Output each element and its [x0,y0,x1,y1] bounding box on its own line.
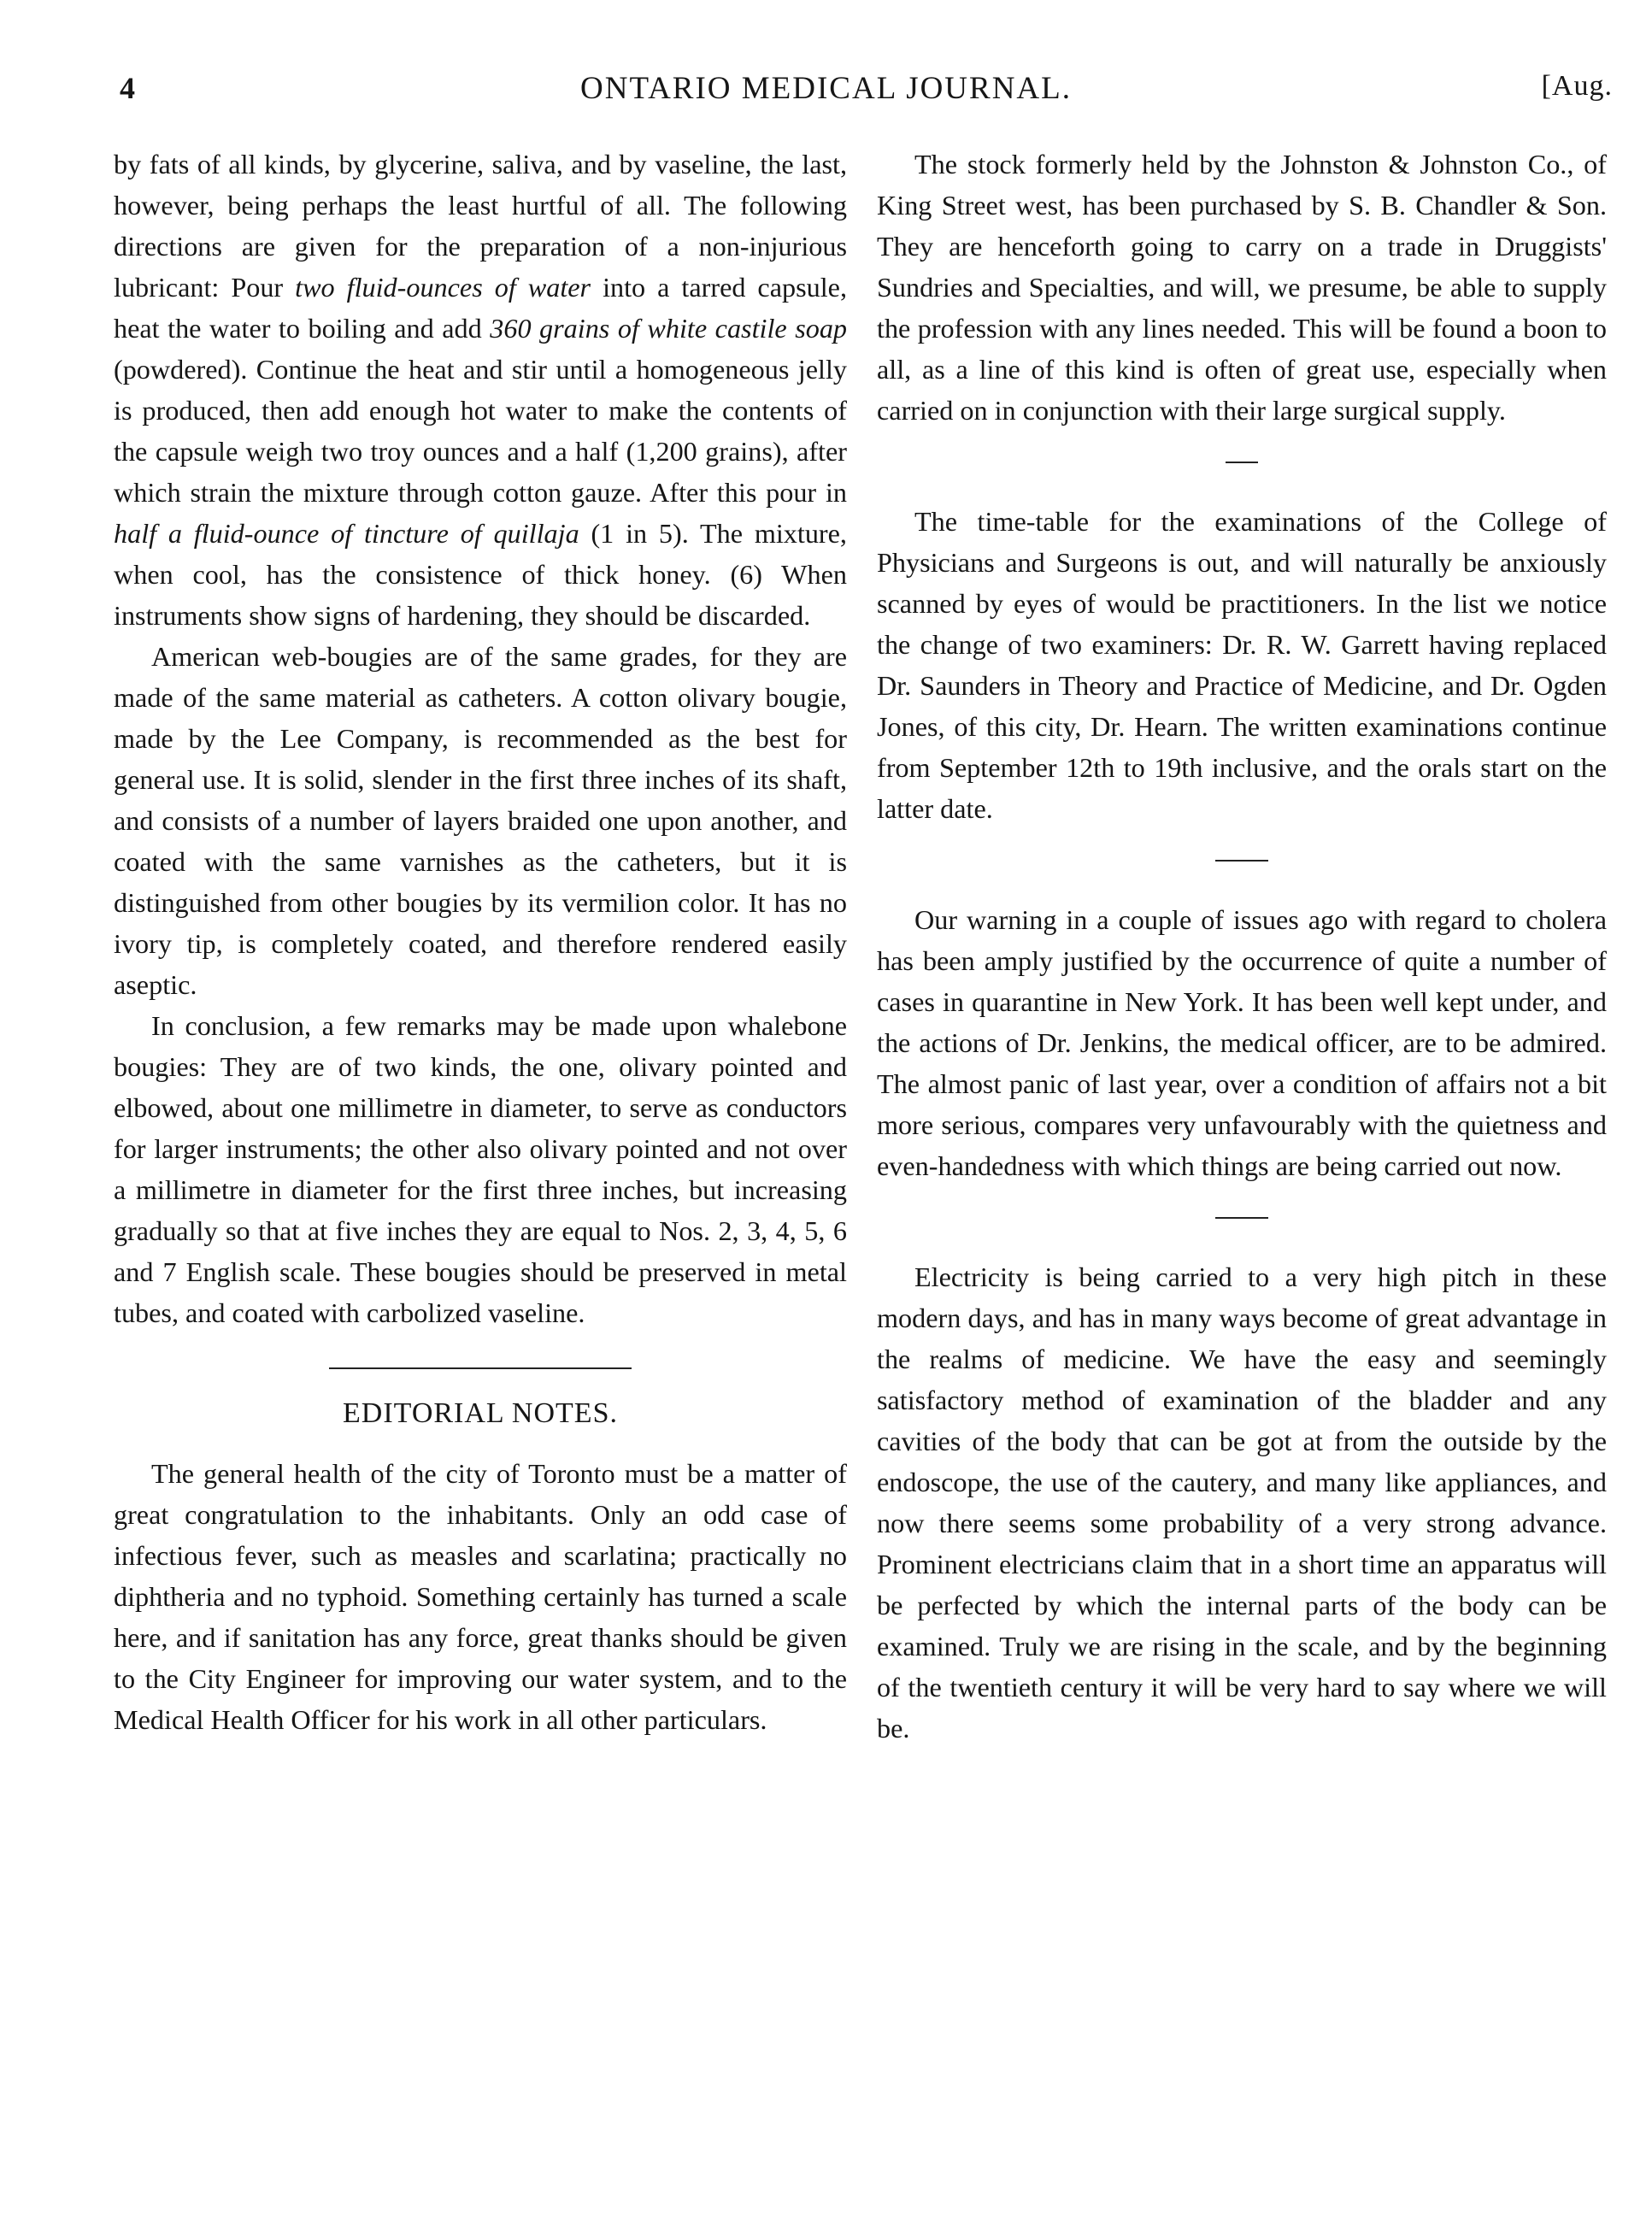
note-electricity: Electricity is being carried to a very high pitch in these modern days, and has in many ways become of great advantage in the realms of medicine. We have the easy and seemingly satisfactory method of examination of the bladder and any cavities of the body that can be got at from the outside by the endoscope, the use of the cautery, and many like appliances, and now there seems some probability of a very strong advance. Prominent electricians claim that in a short time an apparatus will be perfected by which the internal parts of the body can be examined. Truly we are rising in the scale, and by the beginning of the twentieth century it will be very hard to say where we will be. [877,1261,1607,1744]
journal-title: ONTARIO MEDICAL JOURNAL. [580,71,1072,106]
note-johnston-stock: The stock formerly held by the Johnston & Johnston Co., of King Street west, has been purchased by S. B. Chandler & Son. They are henceforth going to carry on a trade in Druggists' Sundries and Specialties, and will, we presume, be able to supply the profession with any lines needed. This will be found a boon to all, as a line of this kind is often of great use, especially when carried on in conjunction with their large surgical supply. [877,149,1607,426]
italic-phrase: half a fluid-ounce of tincture of quillaja [114,518,579,549]
left-column [114,144,847,1740]
italic-phrase: two fluid-ounces of water [295,272,591,303]
note-divider [1215,1217,1268,1219]
note-examinations: The time-table for the examinations of the College of Physicians and Surgeons is out, and will naturally be anxiously scanned by eyes of would be practitioners. In the list we notice the change of two examiners: Dr. R. W. Garrett having replaced Dr. Saunders in Theory and Practice of Medicine, and Dr. Ogden Jones, of this city, Dr. Hearn. The written examinations continue from September 12th to 19th inclusive, and the orals start on the latter date. [877,506,1607,824]
text-run: into a tarred capsule, heat the water to boiling and add [114,272,847,344]
text-run: (powdered). Continue the heat and stir until a homogeneous jelly is produced, then add enough hot water to make the contents of the capsule weigh two troy ounces and a half (1,200 grains), after which strain the mixture through cotton gauze. After this pour in [114,354,847,508]
note-divider [1226,462,1258,463]
paragraph-lubricant [114,144,847,636]
italic-phrase: 360 grains of white castile soap [490,313,848,344]
paragraph-whalebone-bougies: In conclusion, a few remarks may be made upon whalebone bougies: They are of two kinds, the one, olivary pointed and elbowed, about one millimetre in diameter, to serve as conductors for larger instruments; the other also olivary pointed and not over a millimetre in diameter for the first three inches, but increasing gradually so that at five inches they are equal to Nos. 2, 3, 4, 5, 6 and 7 English scale. These bougies should be preserved in metal tubes, and coated with carbolized vaseline. [114,1010,847,1328]
note-cholera: Our warning in a couple of issues ago with regard to cholera has been amply justified by the occurrence of quite a number of cases in quarantine in New York. It has been well kept under, and the actions of Dr. Jenkins, the medical officer, are to be admired. The almost panic of last year, over a condition of affairs not a bit more serious, compares very unfavourably with the quietness and even-handedness with which things are being carried out now. [877,904,1607,1181]
text-run: by fats of all kinds, by glycerine, saliva, and by vaseline, the last, however, being perhaps the least hurtful of all. The following directions are given for the preparation of a non-injurious lubricant: Pour [114,149,847,303]
paragraph-toronto-health: The general health of the city of Toronto must be a matter of great congratulation to the inhabitants. Only an odd case of infectious fever, such as measles and scarlatina; practically no diphtheria and no typhoid. Something certainly has turned a scale here, and if sanitation has any force, great thanks should be given to the City Engineer for improving our water system, and to the Medical Health Officer for his work in all other particulars. [114,1458,847,1735]
running-header [0,70,1652,121]
section-heading: EDITORIAL NOTES. [343,1397,618,1429]
page-number: 4 [120,71,135,105]
paragraph-web-bougies: American web-bougies are of the same grades, for they are made of the same material as catheters. A cotton olivary bougie, made by the Lee Company, is recommended as the best for general use. It is solid, slender in the first three inches of its shaft, and consists of a number of layers braided one upon another, and coated with the same varnishes as the catheters, but it is distinguished from other bougies by its vermilion color. It has no ivory tip, is completely coated, and therefore rendered easily aseptic. [114,641,847,1000]
section-divider [329,1367,632,1369]
note-divider [1215,860,1268,862]
issue-month: [Aug. [1541,70,1613,102]
text-run: (1 in 5). The mixture, when cool, has the consistence of thick honey. (6) When instruments show signs of hardening, they should be discarded. [114,518,847,631]
right-column [877,144,1607,1749]
